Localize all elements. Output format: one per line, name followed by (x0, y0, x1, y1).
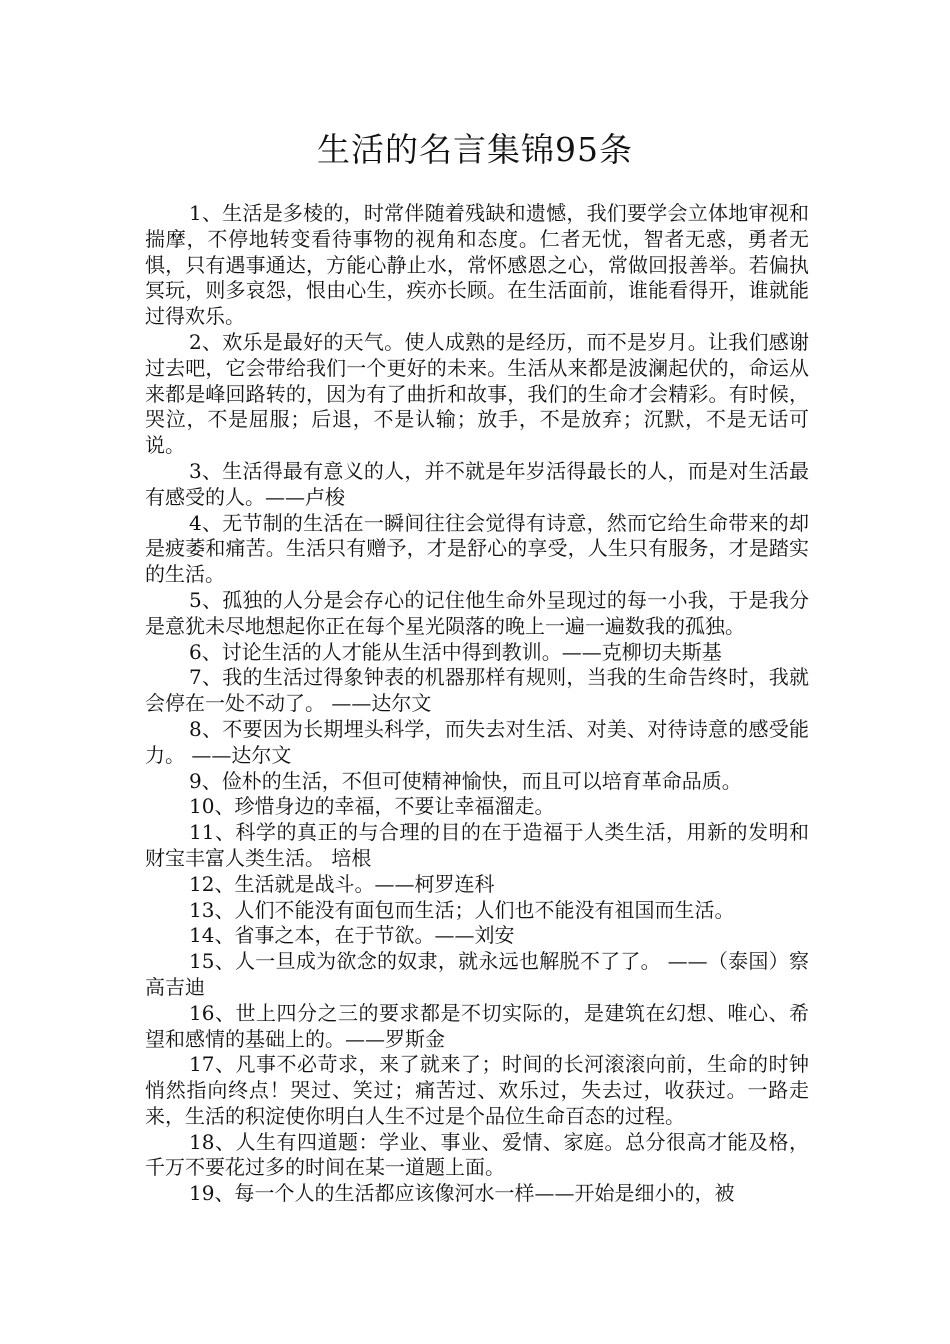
quote-paragraph: 17、凡事不必苛求，来了就来了；时间的长河滚滚向前，生命的时钟悄然指向终点！哭过、笑过；痛苦过、欢乐过，失去过，收获过。一路走来，生活的积淀使你明白人生不过是个品位生命百态的过程。 (145, 1052, 809, 1128)
quote-paragraph: 12、生活就是战斗。——柯罗连科 (189, 871, 495, 896)
quote-paragraph: 14、省事之本，在于节欲。——刘安 (189, 923, 515, 948)
quote-paragraph: 10、珍惜身边的幸福，不要让幸福溜走。 (189, 794, 555, 819)
quote-paragraph: 19、每一个人的生活都应该像河水一样——开始是细小的，被 (189, 1181, 735, 1206)
quote-paragraph: 16、世上四分之三的要求都是不切实际的，是建筑在幻想、唯心、希望和感情的基础上的。——罗斯金 (145, 1000, 809, 1051)
quote-paragraph: 8、不要因为长期埋头科学，而失去对生活、对美、对待诗意的感受能力。 ——达尔文 (145, 716, 809, 767)
quote-paragraph: 5、孤独的人分是会存心的记住他生命外呈现过的每一小我，于是我分是意犹未尽地想起你正在每个星光陨落的晚上一遍一遍数我的孤独。 (145, 587, 809, 638)
quote-paragraph: 2、欢乐是最好的天气。使人成熟的是经历，而不是岁月。让我们感谢过去吧，它会带给我们一个更好的未来。生活从来都是波澜起伏的，命运从来都是峰回路转的，因为有了曲折和故事，我们的生命才会精彩。有时候，哭泣，不是屈服；后退，不是认输；放手，不是放弃；沉默，不是无话可说。 (145, 329, 809, 458)
quote-paragraph: 7、我的生活过得象钟表的机器那样有规则，当我的生命告终时，我就会停在一处不动了。 ——达尔文 (145, 665, 809, 716)
quote-paragraph: 4、无节制的生活在一瞬间往往会觉得有诗意，然而它给生命带来的却是疲萎和痛苦。生活只有赠予，才是舒心的享受，人生只有服务，才是踏实的生活。 (145, 510, 809, 587)
quote-paragraph: 3、生活得最有意义的人，并不就是年岁活得最长的人，而是对生活最有感受的人。——卢梭 (145, 458, 809, 509)
quote-paragraph: 1、生活是多棱的，时常伴随着残缺和遗憾，我们要学会立体地审视和揣摩，不停地转变看待事物的视角和态度。仁者无忧，智者无惑，勇者无惧，只有遇事通达，方能心静止水，常怀感恩之心，常做回报善举。若偏执冥玩，则多哀怨，恨由心生，疾亦长顾。在生活面前，谁能看得开，谁就能过得欢乐。 (145, 201, 809, 329)
document-title: 生活的名言集锦95条 (317, 130, 633, 169)
quote-paragraph: 11、科学的真正的与合理的目的在于造福于人类生活，用新的发明和财宝丰富人类生活。 培根 (145, 820, 809, 870)
quote-paragraph: 13、人们不能没有面包而生活；人们也不能没有祖国而生活。 (189, 897, 735, 922)
quote-paragraph: 6、讨论生活的人才能从生活中得到教训。——克柳切夫斯基 (189, 639, 722, 664)
quote-paragraph: 9、俭朴的生活，不但可使精神愉快，而且可以培育革命品质。 (189, 768, 742, 793)
quote-paragraph: 15、人一旦成为欲念的奴隶，就永远也解脱不了了。 ——（泰国）察 高吉迪 (145, 949, 809, 999)
document-body (145, 201, 809, 1207)
quote-paragraph: 18、人生有四道题：学业、事业、爱情、家庭。总分很高才能及格，千万不要花过多的时间在某一道题上面。 (145, 1129, 809, 1180)
